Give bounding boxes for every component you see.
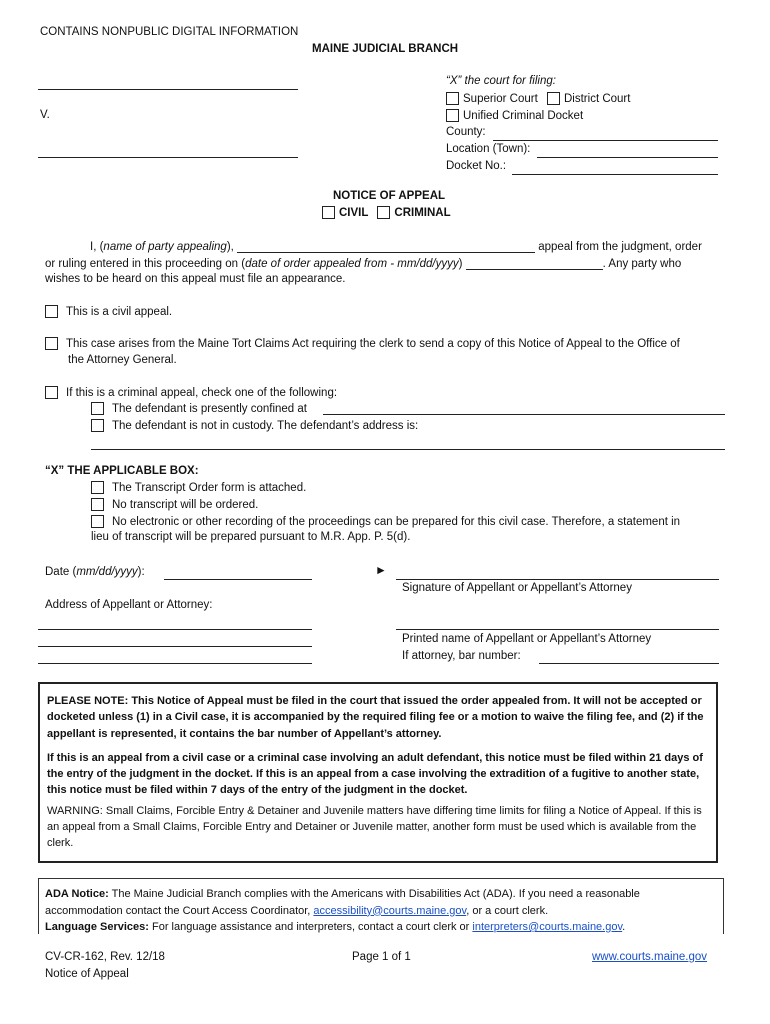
no-recording-label-b: lieu of transcript will be prepared pursuant to M.R. App. P. 5(d). [91, 531, 411, 543]
p2-text-c: . Any party who [602, 258, 682, 270]
ada-text-end: , or a court clerk. [466, 904, 549, 917]
no-recording-checkbox[interactable] [91, 515, 104, 528]
court-row-1 [446, 92, 630, 105]
defendant-line[interactable] [38, 157, 298, 158]
date-format-hint: mm/dd/yyyy [76, 566, 138, 578]
criminal-appeal-item [45, 386, 337, 399]
printed-name-label: Printed name of Appellant or Appellant’s Attorney [402, 633, 652, 645]
confined-location-line[interactable] [323, 414, 725, 415]
language-services-end: . [622, 921, 626, 933]
county-line[interactable] [493, 140, 718, 141]
p2-date-hint: date of order appealed from - mm/dd/yyyy [245, 258, 459, 270]
criminal-label: CRIMINAL [394, 207, 451, 219]
language-services-text: For language assistance and interpreters, contact a court clerk or [152, 921, 470, 933]
applicable-heading: “X” THE APPLICABLE BOX: [45, 465, 199, 477]
website-link[interactable] [592, 951, 707, 963]
docket-line[interactable] [512, 174, 718, 175]
no-recording-label-a: No electronic or other recording of the proceedings can be prepared for this civil case. Therefore, a statement in [112, 516, 681, 528]
party-name-line[interactable] [237, 240, 535, 253]
language-services-paragraph [45, 919, 717, 936]
tort-claims-label-b: the Attorney General. [68, 354, 177, 366]
appeal-line-3: wishes to be heard on this appeal must file an appearance. [45, 273, 346, 285]
transcript-attached-checkbox[interactable] [91, 481, 104, 494]
form-name: Notice of Appeal [45, 968, 129, 980]
p2-text-b: ) [458, 258, 463, 270]
address-line-2[interactable] [38, 646, 312, 647]
printed-name-line[interactable] [396, 629, 719, 630]
date-label [45, 566, 145, 578]
no-transcript-item [91, 498, 258, 511]
not-custody-checkbox[interactable] [91, 419, 104, 432]
website-link-text[interactable]: www.courts.maine.gov [592, 951, 708, 963]
superior-court-label: Superior Court [463, 93, 538, 105]
district-court-checkbox[interactable] [547, 92, 560, 105]
language-services-label: Language Services: [45, 921, 149, 933]
confined-checkbox[interactable] [91, 402, 104, 415]
versus-label: V. [40, 109, 50, 121]
bar-number-label: If attorney, bar number: [402, 650, 521, 662]
p1-text-b: ), [226, 241, 234, 253]
not-custody-label: The defendant is not in custody. The defendant’s address is: [112, 420, 419, 432]
court-row-2 [446, 109, 583, 122]
defendant-address-line[interactable] [91, 449, 725, 450]
accessibility-email-link[interactable]: accessibility@courts.maine.gov [313, 904, 467, 917]
civil-appeal-item [45, 305, 172, 318]
address-line-3[interactable] [38, 663, 312, 664]
arrow-icon: ► [375, 563, 387, 577]
criminal-checkbox[interactable] [377, 206, 390, 219]
docket-label: Docket No.: [446, 160, 507, 172]
p1-text-a: I, ( [90, 241, 104, 253]
date-label-a: Date ( [45, 566, 77, 578]
civil-label: CIVIL [339, 207, 369, 219]
date-label-b: ): [137, 566, 145, 578]
ada-notice-box [38, 878, 724, 934]
criminal-appeal-label: If this is a criminal appeal, check one of the following: [66, 387, 338, 399]
please-note-warning: WARNING: Small Claims, Forcible Entry & Detainer and Juvenile matters have differing time limits for filing a Notice of Appeal. If this is an appeal from a Small Claims, Forcible Entry and Detainer or Juvenile matter, another form must be used which is available from the clerk. [47, 804, 702, 850]
case-type-row [322, 206, 451, 219]
transcript-attached-label: The Transcript Order form is attached. [112, 482, 307, 494]
no-recording-item [91, 515, 680, 528]
district-court-label: District Court [564, 93, 631, 105]
ada-text: The Maine Judicial Branch complies with the Americans with Disabilities Act (ADA). If you need a reasonable accommodation contact the Court Access Coordinator, [45, 888, 640, 917]
date-line[interactable] [164, 579, 312, 580]
tort-claims-label-a: This case arises from the Maine Tort Claims Act requiring the clerk to send a copy of this Notice of Appeal to the Office of [66, 338, 680, 350]
address-label: Address of Appellant or Attorney: [45, 599, 213, 611]
ada-notice-paragraph [45, 886, 717, 919]
plaintiff-line[interactable] [38, 89, 298, 90]
tort-claims-checkbox[interactable] [45, 337, 58, 350]
page-number: Page 1 of 1 [352, 951, 411, 963]
location-label: Location (Town): [446, 143, 531, 155]
order-date-line[interactable] [466, 257, 603, 270]
not-custody-item [91, 419, 418, 432]
signature-label: Signature of Appellant or Appellant’s Attorney [402, 582, 632, 594]
appeal-line-2 [45, 257, 681, 270]
appeal-line-1 [90, 240, 702, 253]
location-line[interactable] [537, 157, 718, 158]
bar-number-line[interactable] [539, 663, 719, 664]
court-instruction: “X” the court for filing: [446, 75, 556, 87]
branch-title: MAINE JUDICIAL BRANCH [312, 43, 459, 55]
p1-text-c: appeal from the judgment, order [538, 241, 702, 253]
please-note-para-1: PLEASE NOTE: This Notice of Appeal must be filed in the court that issued the order appealed from. It will not be accepted or docketed unless (1) in a Civil case, it is accompanied by the required filing fee or a motion to waive the filing fee, and (2) if the appellant is represented, it contains the bar number of Appellant’s attorney. [47, 695, 704, 740]
county-label: County: [446, 126, 486, 138]
criminal-appeal-checkbox[interactable] [45, 386, 58, 399]
civil-appeal-label: This is a civil appeal. [66, 306, 173, 318]
please-note-para-2: If this is an appeal from a civil case or a criminal case involving an adult defendant, this notice must be filed within 21 days of the entry of the judgment in the docket. If this is an appeal from a case involving the extradition of a fugitive to another state, this notice must be filed within 7 days of the entry of the judgment in the docket. [47, 751, 703, 797]
unified-docket-label: Unified Criminal Docket [463, 110, 584, 122]
signature-line[interactable] [396, 579, 719, 580]
p1-party-hint: name of party appealing [103, 241, 227, 253]
civil-appeal-checkbox[interactable] [45, 305, 58, 318]
address-line-1[interactable] [38, 629, 312, 630]
notice-title: NOTICE OF APPEAL [333, 190, 446, 202]
unified-docket-checkbox[interactable] [446, 109, 459, 122]
civil-checkbox[interactable] [322, 206, 335, 219]
confined-item [91, 402, 307, 415]
superior-court-checkbox[interactable] [446, 92, 459, 105]
please-note-box [38, 682, 718, 863]
tort-claims-item [45, 337, 680, 350]
ada-label: ADA Notice: [45, 888, 109, 900]
interpreters-email-link[interactable]: interpreters@courts.maine.gov [472, 921, 623, 933]
nonpublic-header: CONTAINS NONPUBLIC DIGITAL INFORMATION [40, 26, 299, 38]
p2-text-a: or ruling entered in this proceeding on ( [45, 258, 246, 270]
form-number: CV-CR-162, Rev. 12/18 [45, 951, 165, 963]
confined-label: The defendant is presently confined at [112, 403, 307, 415]
no-transcript-checkbox[interactable] [91, 498, 104, 511]
no-transcript-label: No transcript will be ordered. [112, 499, 259, 511]
transcript-attached-item [91, 481, 306, 494]
